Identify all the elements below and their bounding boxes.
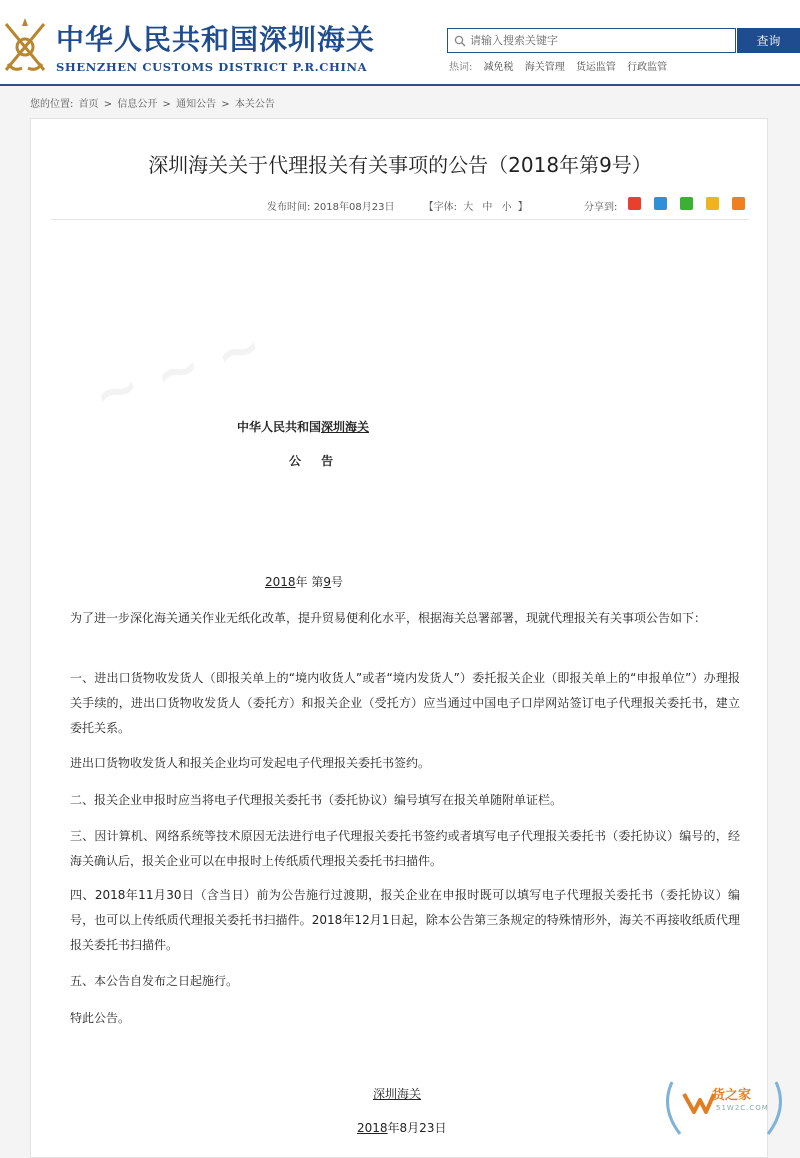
notice-label: 公 告: [289, 454, 342, 468]
share-label: 分享到:: [584, 202, 618, 213]
breadcrumb-prefix: 您的位置:: [30, 99, 74, 110]
article-paragraph: 特此公告。: [70, 1011, 131, 1025]
article-meta: [267, 198, 528, 213]
font-size-label-open: 【字体:: [423, 202, 458, 213]
org-name: 深圳海关: [321, 420, 370, 434]
hot-word-link[interactable]: 减免税: [483, 62, 514, 73]
signature-date: [357, 1119, 446, 1136]
hot-word-link[interactable]: 行政监管: [627, 62, 668, 73]
article-paragraph: 为了进一步深化海关通关作业无纸化改革，提升贸易便利化水平，根据海关总署部署，现就代理报关有关事项公告如下：: [70, 611, 707, 625]
search-input[interactable]: [470, 31, 730, 50]
qzone-icon[interactable]: [654, 197, 667, 210]
customs-emblem-icon[interactable]: [2, 14, 48, 74]
search-button[interactable]: 查询: [737, 28, 800, 53]
article-paragraph: 进出口货物收发货人和报关企业均可发起电子代理报关委托书签约。: [70, 756, 431, 770]
wechat-icon[interactable]: [680, 197, 693, 210]
org-prefix: 中华人民共和国: [237, 420, 322, 434]
breadcrumb-link-home[interactable]: 首页: [78, 99, 99, 110]
favorite-icon[interactable]: [706, 197, 719, 210]
notice-year: 2018: [265, 575, 296, 589]
weibo-icon[interactable]: [628, 197, 641, 210]
notice-number: [265, 573, 343, 590]
breadcrumb-separator: >: [103, 99, 113, 110]
breadcrumb-separator: >: [162, 99, 171, 110]
font-size-large-button[interactable]: 大: [463, 202, 474, 213]
logo-text: 货之家: [712, 1088, 752, 1103]
share-icons: [628, 197, 753, 216]
site-title-english: SHENZHEN CUSTOMS DISTRICT P.R.CHINA: [56, 60, 368, 74]
article-paragraph: 四、2018年11月30日（含当日）前为公告施行过渡期，报关企业在申报时既可以填写电子代理报关委托书（委托协议）编号，也可以上传纸质代理报关委托书扫描件。2018年12月1日起，除本公告第三条规定的特殊情形外，海关不再接收纸质代理报关委托书扫描件。: [70, 888, 740, 952]
article-container: [30, 118, 768, 1158]
issuing-organization: [237, 418, 369, 435]
hot-words-label: 热词:: [449, 62, 473, 73]
hot-words-bar: [449, 58, 675, 73]
breadcrumb: [30, 95, 277, 110]
breadcrumb-separator: >: [221, 99, 230, 110]
background-watermark: ~ ~ ~: [85, 313, 270, 428]
header-divider: [0, 84, 800, 86]
notice-no-value: 9: [323, 575, 332, 589]
hot-word-link[interactable]: 海关管理: [524, 62, 565, 73]
signature-year: 2018: [357, 1121, 388, 1135]
signature-org-name: 深圳海关: [373, 1087, 422, 1101]
signature-org: [373, 1085, 421, 1102]
notice-no-prefix: 第: [311, 575, 324, 589]
breadcrumb-link-notices[interactable]: 通知公告: [176, 99, 217, 110]
article-paragraph: 二、报关企业申报时应当将电子代理报关委托书（委托协议）编号填写在报关单随附单证栏。: [70, 793, 563, 807]
article-paragraph: 五、本公告自发布之日起施行。: [70, 974, 239, 988]
logo-subtext: 51W2C.COM: [716, 1104, 769, 1112]
publish-date: 2018年08月23日: [313, 202, 395, 213]
hot-word-link[interactable]: 货运监管: [575, 62, 616, 73]
breadcrumb-link-local-notices[interactable]: 本关公告: [234, 99, 275, 110]
font-size-small-button[interactable]: 小: [501, 202, 512, 213]
article-paragraph: 三、因计算机、网络系统等技术原因无法进行电子代理报关委托书签约或者填写电子代理报关委托书（委托协议）编号的，经海关确认后，报关企业可以在申报时上传纸质代理报关委托书扫描件。: [70, 829, 740, 868]
breadcrumb-link-info[interactable]: 信息公开: [117, 99, 158, 110]
publish-label: 发布时间:: [267, 202, 311, 213]
search-icon: [454, 35, 466, 47]
meta-divider: [51, 219, 749, 220]
notice-no-unit: 号: [331, 575, 344, 589]
site-header: [0, 0, 800, 84]
article-paragraph: 一、进出口货物收发货人（即报关单上的“境内收货人”或者“境内发货人”）委托报关企业（即报关单上的“申报单位”）办理报关手续的，进出口货物收发货人（委托方）和报关企业（受托方）应当通过中国电子口岸网站签订电子代理报关委托书，建立委托关系。: [70, 671, 740, 735]
search-box: [447, 28, 736, 53]
font-size-medium-button[interactable]: 中: [482, 202, 493, 213]
more-share-icon[interactable]: [732, 197, 745, 210]
notice-year-unit: 年: [295, 575, 308, 589]
signature-date-rest: 年8月23日: [387, 1121, 447, 1135]
article-title: 深圳海关关于代理报关有关事项的公告（2018年第9号）: [148, 153, 652, 177]
site-title[interactable]: 中华人民共和国深圳海关: [56, 23, 376, 56]
font-size-label-close: 】: [517, 202, 528, 213]
